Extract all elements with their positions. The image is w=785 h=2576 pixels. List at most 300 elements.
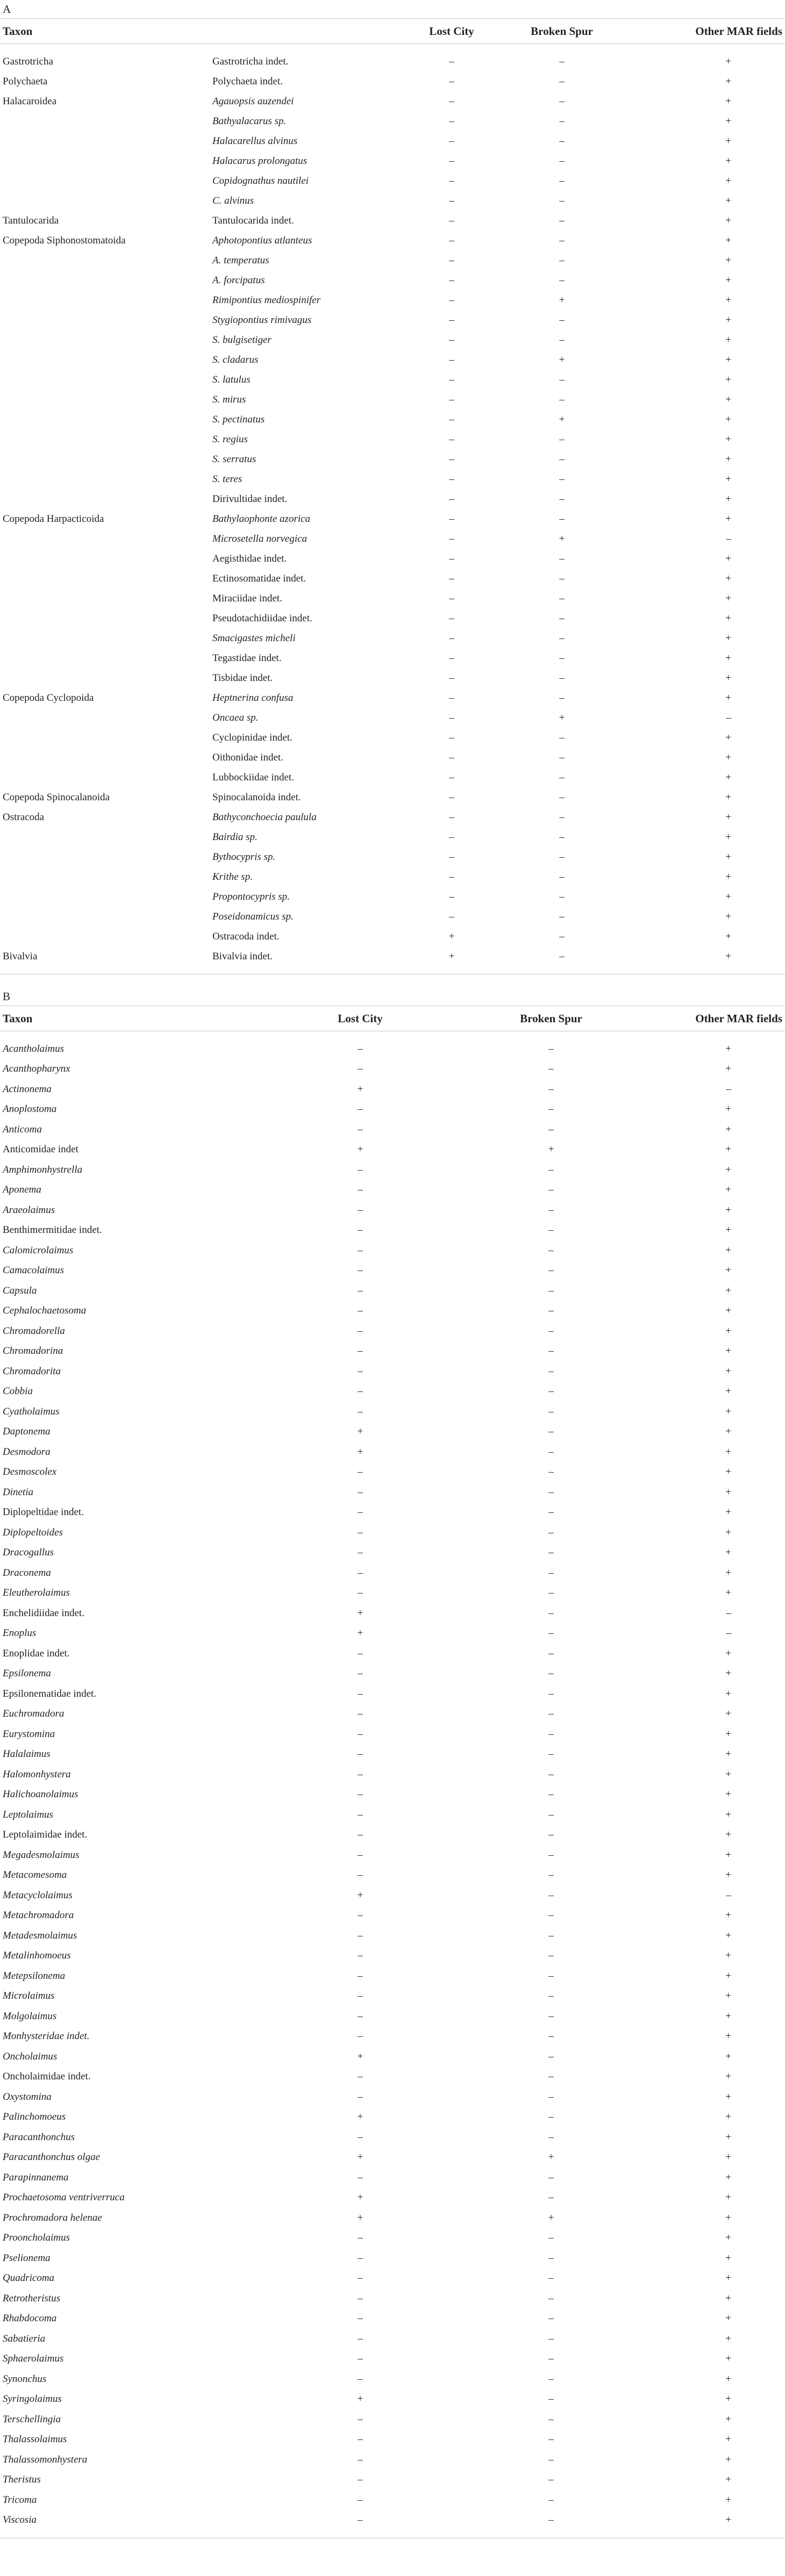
table-row: [0, 1382, 785, 1402]
broken-spur-cell: –: [548, 1204, 554, 1216]
broken-spur-cell: –: [548, 1768, 554, 1780]
broken-spur-cell: –: [548, 2030, 554, 2042]
taxon-cell: S. latulus: [212, 374, 251, 385]
table-row: [0, 2309, 785, 2329]
taxon-cell: Polychaeta indet.: [212, 75, 283, 87]
taxon-cell: Capsula: [3, 1285, 37, 1296]
table-row: [0, 1361, 785, 1382]
taxon-cell: Prochromadora helenae: [3, 2212, 102, 2223]
lost-city-cell: –: [358, 2272, 363, 2284]
lost-city-cell: –: [358, 1325, 363, 1337]
broken-spur-cell: +: [548, 2151, 554, 2163]
other-mar-cell: +: [725, 1567, 731, 1578]
table-row: [0, 1180, 785, 1201]
other-mar-cell: +: [725, 1144, 731, 1156]
broken-spur-cell: –: [548, 2353, 554, 2365]
lost-city-cell: +: [357, 2151, 363, 2163]
lost-city-cell: –: [449, 314, 454, 326]
broken-spur-cell: –: [548, 1869, 554, 1881]
broken-spur-cell: –: [548, 2474, 554, 2486]
broken-spur-cell: –: [559, 195, 565, 206]
lost-city-cell: –: [358, 2413, 363, 2425]
group-cell: [0, 668, 210, 688]
table-row: [0, 91, 785, 111]
broken-spur-cell: –: [559, 75, 565, 87]
other-mar-cell: +: [725, 811, 731, 823]
taxon-cell: Camacolaimus: [3, 1265, 64, 1276]
taxon-cell: A. temperatus: [212, 254, 269, 266]
lost-city-cell: –: [449, 115, 454, 127]
table-row: [0, 1865, 785, 1886]
group-cell: [0, 330, 210, 350]
lost-city-cell: –: [449, 433, 454, 445]
group-cell: [0, 350, 210, 370]
taxon-cell: Halichoanolaimus: [3, 1789, 78, 1800]
lost-city-cell: –: [358, 2514, 363, 2526]
group-cell: [0, 569, 210, 589]
lost-city-cell: –: [358, 1123, 363, 1135]
broken-spur-cell: –: [548, 2272, 554, 2284]
group-cell: [0, 469, 210, 489]
lost-city-cell: –: [358, 1345, 363, 1357]
group-cell: [0, 489, 210, 509]
lost-city-cell: –: [358, 1386, 363, 1397]
taxon-cell: Paracanthonchus olgae: [3, 2151, 101, 2163]
other-mar-cell: +: [725, 1526, 731, 1538]
lost-city-cell: –: [358, 2453, 363, 2465]
group-cell: [0, 628, 210, 648]
table-row: [0, 1200, 785, 1221]
taxon-cell: Rimipontius mediospinifer: [212, 294, 321, 306]
table-row: [0, 390, 785, 410]
taxon-cell: Bathylaophonte azorica: [212, 513, 311, 525]
taxon-cell: Leptolaimus: [3, 1809, 53, 1820]
broken-spur-cell: –: [548, 1627, 554, 1639]
table-row: [0, 1724, 785, 1745]
lost-city-cell: +: [357, 1083, 363, 1095]
lost-city-cell: –: [358, 2171, 363, 2183]
broken-spur-cell: –: [548, 1587, 554, 1599]
table-row: [0, 2127, 785, 2148]
lost-city-cell: –: [358, 1647, 363, 1659]
other-mar-cell: +: [725, 2373, 731, 2385]
lost-city-cell: –: [449, 672, 454, 684]
taxon-cell: Metepsilonema: [3, 1970, 66, 1982]
table-b-header-lost-city: Lost City: [247, 1006, 473, 1031]
table-row: [0, 2470, 785, 2491]
taxon-cell: Parapinnanema: [3, 2171, 69, 2183]
broken-spur-cell: –: [559, 334, 565, 346]
table-row: [0, 2390, 785, 2410]
lost-city-cell: –: [358, 1728, 363, 1740]
table-row: [0, 1039, 785, 1059]
other-mar-cell: +: [725, 1708, 731, 1720]
broken-spur-cell: –: [548, 2071, 554, 2083]
broken-spur-cell: –: [548, 1063, 554, 1075]
taxon-cell: Tantulocarida indet.: [212, 214, 294, 226]
lost-city-cell: –: [449, 831, 454, 843]
other-mar-cell: +: [725, 513, 731, 525]
taxon-cell: Ectinosomatidae indet.: [212, 572, 306, 584]
group-cell: [0, 728, 210, 748]
other-mar-cell: +: [725, 2131, 731, 2143]
lost-city-cell: –: [358, 2333, 363, 2344]
lost-city-cell: –: [358, 2030, 363, 2042]
table-row: [0, 191, 785, 211]
group-cell: [0, 867, 210, 887]
other-mar-cell: +: [725, 2111, 731, 2123]
broken-spur-cell: –: [548, 1849, 554, 1861]
group-cell: [0, 927, 210, 946]
other-mar-cell: –: [726, 1627, 731, 1639]
table-row: [0, 1462, 785, 1483]
taxon-cell: Chromadorina: [3, 1345, 63, 1357]
table-row: [0, 608, 785, 628]
group-cell: [0, 827, 210, 847]
other-mar-cell: +: [725, 2030, 731, 2042]
other-mar-cell: –: [726, 1083, 731, 1095]
broken-spur-cell: –: [559, 692, 565, 704]
taxon-cell: Actinonema: [3, 1083, 52, 1095]
group-cell: Copepoda Cyclopoida: [3, 692, 94, 704]
lost-city-cell: –: [449, 871, 454, 882]
taxon-cell: Tegastidae indet.: [212, 652, 282, 664]
broken-spur-cell: –: [548, 1386, 554, 1397]
broken-spur-cell: +: [548, 1144, 554, 1156]
other-mar-cell: +: [725, 1688, 731, 1699]
table-a-header-taxon: Taxon: [0, 19, 210, 44]
table-a-header-broken-spur: Broken Spur: [495, 19, 629, 44]
broken-spur-cell: –: [548, 1466, 554, 1478]
taxon-cell: Aegisthidae indet.: [212, 552, 287, 564]
broken-spur-cell: –: [548, 2333, 554, 2344]
table-b-header-taxon: Taxon: [0, 1006, 247, 1031]
table-row: [0, 469, 785, 489]
lost-city-cell: –: [449, 493, 454, 505]
table-row: [0, 231, 785, 250]
table-row: [0, 748, 785, 767]
table-row: [0, 1341, 785, 1362]
other-mar-cell: +: [725, 831, 731, 843]
lost-city-cell: –: [449, 354, 454, 365]
other-mar-cell: +: [725, 2413, 731, 2425]
broken-spur-cell: –: [548, 1164, 554, 1175]
other-mar-cell: +: [725, 1668, 731, 1680]
table-row: [0, 1906, 785, 1926]
taxon-cell: Bathyalacarus sp.: [212, 115, 287, 127]
taxon-cell: Metacomesoma: [3, 1869, 67, 1881]
group-cell: [0, 111, 210, 131]
taxon-cell: S. pectinatus: [212, 413, 265, 425]
taxon-cell: Eleutherolaimus: [3, 1587, 70, 1599]
taxon-cell: Daptonema: [3, 1426, 51, 1438]
table-row: [0, 1321, 785, 1341]
table-row: [0, 350, 785, 370]
taxon-cell: Oxystomina: [3, 2091, 52, 2103]
table-row: [0, 211, 785, 231]
taxon-cell: Cobbia: [3, 1386, 33, 1397]
lost-city-cell: –: [358, 1748, 363, 1760]
taxon-cell: Calomicrolaimus: [3, 1244, 74, 1256]
other-mar-cell: +: [725, 1426, 731, 1438]
taxon-cell: Palinchomoeus: [3, 2111, 66, 2123]
other-mar-cell: +: [725, 1849, 731, 1861]
lost-city-cell: –: [449, 552, 454, 564]
group-cell: Copepoda Spinocalanoida: [3, 791, 110, 803]
group-cell: [0, 191, 210, 211]
taxon-cell: Halomonhystera: [3, 1768, 71, 1780]
other-mar-cell: –: [726, 1889, 731, 1901]
lost-city-cell: –: [449, 910, 454, 922]
group-cell: Tantulocarida: [3, 214, 59, 226]
lost-city-cell: –: [358, 1869, 363, 1881]
broken-spur-cell: –: [548, 1405, 554, 1417]
other-mar-cell: +: [725, 393, 731, 405]
broken-spur-cell: –: [559, 612, 565, 624]
broken-spur-cell: –: [559, 95, 565, 107]
broken-spur-cell: –: [548, 2393, 554, 2405]
group-cell: [0, 589, 210, 608]
broken-spur-cell: –: [548, 2010, 554, 2022]
taxon-cell: Aponema: [3, 1184, 41, 1196]
broken-spur-cell: –: [548, 1345, 554, 1357]
group-cell: Polychaeta: [3, 75, 48, 87]
table-row: [0, 2430, 785, 2450]
broken-spur-cell: –: [548, 1789, 554, 1800]
group-cell: Ostracoda: [3, 811, 45, 823]
taxon-cell: Spinocalanoida indet.: [212, 791, 301, 803]
other-mar-cell: +: [725, 632, 731, 644]
other-mar-cell: +: [725, 2050, 731, 2062]
other-mar-cell: +: [725, 1869, 731, 1881]
broken-spur-cell: –: [548, 1244, 554, 1256]
taxon-cell: Metachromadora: [3, 1910, 74, 1921]
other-mar-cell: +: [725, 930, 731, 942]
taxon-cell: Oncaea sp.: [212, 712, 259, 723]
table-b-header-row: [0, 1006, 785, 1031]
broken-spur-cell: –: [548, 2373, 554, 2385]
table-row: [0, 1946, 785, 1967]
table-row: [0, 767, 785, 787]
other-mar-cell: +: [725, 115, 731, 127]
other-mar-cell: +: [725, 1768, 731, 1780]
taxon-cell: Microsetella norvegica: [212, 533, 308, 544]
table-row: [0, 589, 785, 608]
table-row: [0, 1100, 785, 1120]
table-row: [0, 449, 785, 469]
lost-city-cell: –: [358, 1244, 363, 1256]
table-row: [0, 2228, 785, 2249]
lost-city-cell: –: [358, 2474, 363, 2486]
taxon-cell: Dracogallus: [3, 1547, 54, 1559]
table-a-header-lost-city: Lost City: [409, 19, 495, 44]
taxon-cell: Amphimonhystrella: [3, 1164, 83, 1175]
group-cell: [0, 171, 210, 191]
other-mar-cell: +: [725, 1728, 731, 1740]
other-mar-cell: +: [725, 1224, 731, 1236]
other-mar-cell: +: [725, 1103, 731, 1115]
table-row: [0, 2369, 785, 2390]
group-cell: Copepoda Siphonostomatoida: [3, 234, 126, 246]
other-mar-cell: +: [725, 572, 731, 584]
broken-spur-cell: –: [548, 2111, 554, 2123]
broken-spur-cell: –: [559, 473, 565, 485]
taxon-cell: Pseudotachidiidae indet.: [212, 612, 312, 624]
other-mar-cell: +: [725, 274, 731, 286]
broken-spur-cell: –: [559, 851, 565, 863]
taxon-cell: Smacigastes micheli: [212, 632, 296, 644]
lost-city-cell: –: [358, 2252, 363, 2264]
taxon-cell: Chromadorita: [3, 1365, 61, 1377]
other-mar-cell: +: [725, 1345, 731, 1357]
broken-spur-cell: –: [548, 1708, 554, 1720]
taxon-cell: Halalaimus: [3, 1748, 51, 1760]
taxon-cell: Enoplidae indet.: [3, 1647, 70, 1659]
taxon-cell: Halacarus prolongatus: [212, 155, 308, 167]
group-cell: [0, 847, 210, 867]
table-row: [0, 2148, 785, 2168]
table-row: [0, 1301, 785, 1322]
broken-spur-cell: –: [548, 1929, 554, 1941]
taxon-cell: Thalassomonhystera: [3, 2453, 88, 2465]
taxon-cell: Cyatholaimus: [3, 1405, 60, 1417]
broken-spur-cell: –: [548, 1526, 554, 1538]
taxon-cell: Poseidonamicus sp.: [212, 910, 294, 922]
broken-spur-cell: –: [548, 1103, 554, 1115]
broken-spur-cell: –: [548, 1567, 554, 1578]
table-row: [0, 370, 785, 390]
broken-spur-cell: –: [559, 811, 565, 823]
taxon-cell: Cephalochaetosoma: [3, 1305, 87, 1317]
other-mar-cell: +: [725, 2494, 731, 2506]
broken-spur-cell: –: [559, 751, 565, 763]
table-row: [0, 1745, 785, 1765]
lost-city-cell: –: [449, 473, 454, 485]
other-mar-cell: +: [725, 1547, 731, 1559]
lost-city-cell: –: [358, 1910, 363, 1921]
table-a-body: [0, 44, 785, 974]
lost-city-cell: –: [449, 612, 454, 624]
taxon-cell: Monhysteridae indet.: [3, 2030, 90, 2042]
group-cell: [0, 887, 210, 907]
table-row: [0, 2510, 785, 2531]
lost-city-cell: –: [449, 55, 454, 67]
lost-city-cell: –: [449, 254, 454, 266]
other-mar-cell: +: [725, 254, 731, 266]
broken-spur-cell: –: [548, 2091, 554, 2103]
lost-city-cell: –: [449, 791, 454, 803]
table-row: [0, 867, 785, 887]
other-mar-cell: +: [725, 2252, 731, 2264]
lost-city-cell: –: [358, 2373, 363, 2385]
table-row: [0, 1926, 785, 1946]
other-mar-cell: +: [725, 1506, 731, 1518]
lost-city-cell: –: [358, 2010, 363, 2022]
table-row: [0, 2288, 785, 2309]
table-row: [0, 2168, 785, 2188]
broken-spur-cell: –: [548, 1123, 554, 1135]
broken-spur-cell: –: [559, 592, 565, 604]
broken-spur-cell: –: [548, 2413, 554, 2425]
table-row: [0, 628, 785, 648]
broken-spur-cell: –: [559, 393, 565, 405]
group-cell: [0, 131, 210, 151]
table-row: [0, 1240, 785, 1261]
table-row: [0, 1442, 785, 1462]
lost-city-cell: –: [358, 1204, 363, 1216]
other-mar-cell: +: [725, 2393, 731, 2405]
table-a-header-other: Other MAR fields: [629, 19, 785, 44]
group-cell: [0, 608, 210, 628]
other-mar-cell: +: [725, 175, 731, 186]
taxon-cell: Sabatieria: [3, 2333, 46, 2344]
other-mar-cell: +: [725, 2010, 731, 2022]
taxon-cell: Aphotopontius atlanteus: [212, 234, 312, 246]
lost-city-cell: –: [358, 1567, 363, 1578]
table-row: [0, 787, 785, 807]
table-row: [0, 1281, 785, 1301]
taxon-cell: Epsilonematidae indet.: [3, 1688, 97, 1699]
broken-spur-cell: –: [559, 930, 565, 942]
broken-spur-cell: –: [548, 1365, 554, 1377]
broken-spur-cell: –: [559, 214, 565, 226]
broken-spur-cell: –: [559, 155, 565, 167]
lost-city-cell: –: [358, 1184, 363, 1196]
taxon-cell: Eurystomina: [3, 1728, 55, 1740]
table-row: [0, 2027, 785, 2047]
broken-spur-cell: –: [559, 552, 565, 564]
other-mar-cell: +: [725, 1386, 731, 1397]
other-mar-cell: +: [725, 1123, 731, 1135]
table-row: [0, 1543, 785, 1563]
table-row: [0, 1764, 785, 1785]
lost-city-cell: –: [449, 274, 454, 286]
other-mar-cell: +: [725, 314, 731, 326]
taxon-cell: Dinetia: [3, 1486, 33, 1498]
taxon-cell: Cyclopinidae indet.: [212, 731, 292, 743]
broken-spur-cell: –: [548, 1083, 554, 1095]
table-b-label: B: [3, 990, 11, 1003]
other-mar-cell: +: [725, 1285, 731, 1296]
group-cell: Bivalvia: [3, 950, 38, 962]
table-a-header-blank: [210, 19, 409, 44]
other-mar-cell: –: [726, 1607, 731, 1619]
taxon-cell: Desmodora: [3, 1446, 51, 1458]
broken-spur-cell: –: [548, 2252, 554, 2264]
broken-spur-cell: –: [559, 572, 565, 584]
table-row: [0, 2269, 785, 2289]
lost-city-cell: +: [357, 2192, 363, 2204]
broken-spur-cell: +: [559, 712, 565, 723]
broken-spur-cell: –: [548, 1607, 554, 1619]
other-mar-cell: +: [725, 2333, 731, 2344]
other-mar-cell: +: [725, 1043, 731, 1054]
table-row: [0, 1079, 785, 1100]
lost-city-cell: +: [357, 2111, 363, 2123]
lost-city-cell: –: [449, 135, 454, 147]
broken-spur-cell: –: [559, 453, 565, 465]
group-cell: [0, 151, 210, 171]
broken-spur-cell: –: [548, 2192, 554, 2204]
broken-spur-cell: –: [548, 1950, 554, 1962]
other-mar-cell: +: [725, 731, 731, 743]
table-row: [0, 1160, 785, 1180]
broken-spur-cell: –: [548, 2131, 554, 2143]
taxon-cell: Draconema: [3, 1567, 51, 1578]
lost-city-cell: –: [449, 632, 454, 644]
group-cell: Gastrotricha: [3, 55, 53, 67]
taxon-cell: Prooncholaimus: [3, 2232, 70, 2244]
